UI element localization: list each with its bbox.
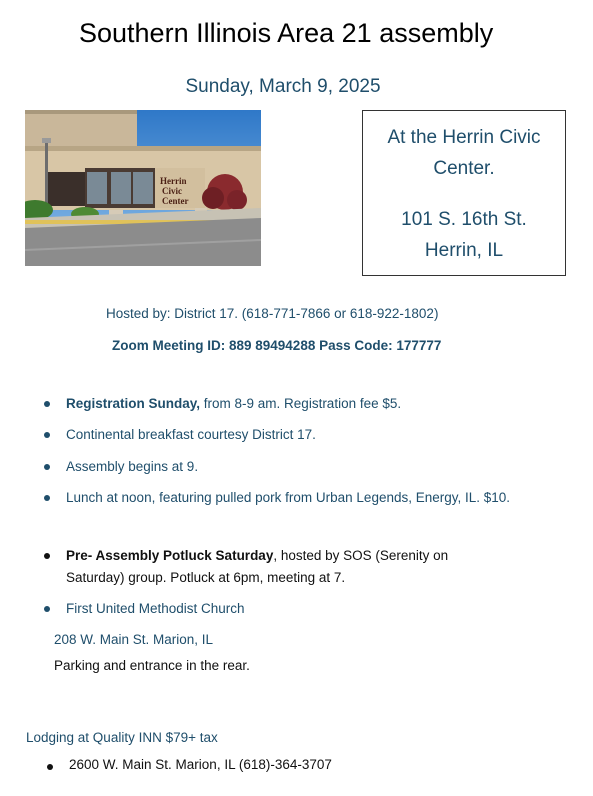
list-item-lunch: Lunch at noon, featuring pulled pork from Urban Legends, Energy, IL. $10.: [66, 490, 511, 505]
registration-bold: Registration Sunday,: [66, 396, 201, 411]
sign-line-civic: Civic: [162, 186, 182, 196]
lodging-address: 2600 W. Main St. Marion, IL (618)-364-3707: [69, 757, 332, 772]
event-date: Sunday, March 9, 2025: [185, 76, 381, 97]
venue-line-1: At the Herrin Civic: [387, 127, 541, 148]
lodging-heading: Lodging at Quality INN $79+ tax: [26, 730, 218, 745]
sign-line-center: Center: [162, 196, 189, 206]
potluck-rest: , hosted by SOS (Serenity on: [273, 548, 449, 563]
registration-rest: from 8-9 am. Registration fee $5.: [200, 396, 402, 411]
list-item-breakfast: Continental breakfast courtesy District 17.: [66, 427, 316, 442]
venue-line-2: Center.: [433, 158, 495, 179]
bullet-church: [44, 606, 50, 612]
venue-street: 101 S. 16th St.: [401, 209, 527, 230]
bullet-registration: [44, 401, 50, 407]
potluck-bold: Pre- Assembly Potluck Saturday: [66, 548, 274, 563]
parking-note: Parking and entrance in the rear.: [54, 658, 250, 673]
page-title: Southern Illinois Area 21 assembly: [79, 18, 494, 48]
potluck-line-2: Saturday) group. Potluck at 6pm, meeting at 7.: [66, 570, 346, 585]
bullet-assembly: [44, 464, 50, 470]
bullet-lunch: [44, 495, 50, 501]
church-address: 208 W. Main St. Marion, IL: [54, 632, 214, 647]
list-item-registration: [66, 394, 401, 414]
zoom-info: Zoom Meeting ID: 889 89494288 Pass Code: 177777: [112, 338, 442, 353]
venue-photo: [25, 110, 261, 266]
venue-info-box: [362, 110, 566, 276]
list-item-assembly: Assembly begins at 9.: [66, 459, 199, 474]
bullet-lodging: [47, 764, 53, 770]
bullet-breakfast: [44, 432, 50, 438]
list-item-potluck: [66, 546, 448, 566]
list-item-church: First United Methodist Church: [66, 601, 245, 616]
hosted-by: Hosted by: District 17. (618-771-7866 or 618-922-1802): [106, 306, 439, 321]
sign-line-herrin: Herrin: [160, 176, 187, 186]
bullet-potluck: [44, 553, 50, 559]
venue-city: Herrin, IL: [424, 240, 504, 261]
